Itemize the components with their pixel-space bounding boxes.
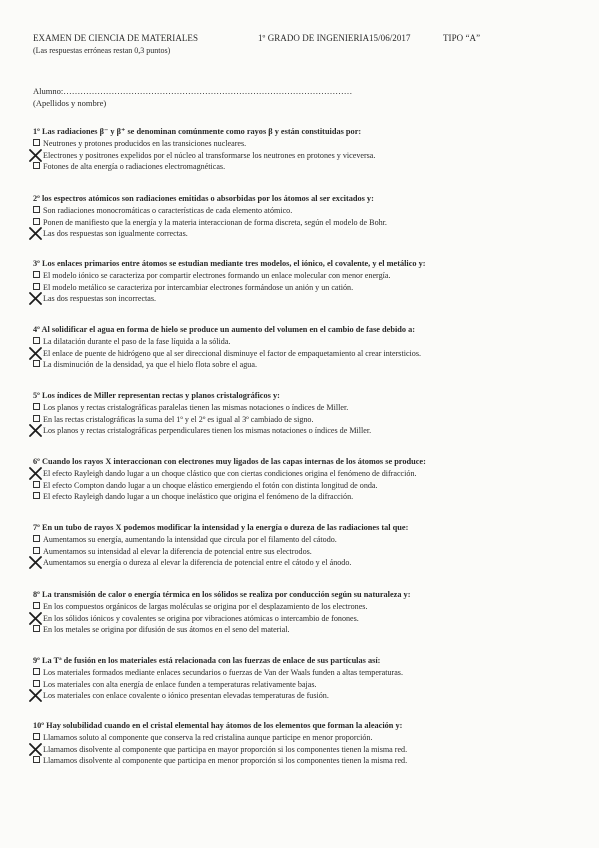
question-title: 9º La Tª de fusión en los materiales está relacionada con las fuerzas de enlace de sus partículas así: bbox=[33, 656, 381, 665]
answer-option[interactable] bbox=[33, 217, 573, 229]
checkbox[interactable] bbox=[33, 206, 40, 213]
checkbox[interactable] bbox=[33, 535, 40, 542]
answer-text: El modelo metálico se caracteriza por intercambiar electrones formándose un anión y un catión. bbox=[43, 282, 354, 292]
answer-option[interactable] bbox=[33, 624, 573, 636]
question-title: 7º En un tubo de rayos X podemos modificar la intensidad y la energía o dureza de las radiaciones tal que: bbox=[33, 523, 409, 532]
answer-text: Los planos y rectas cristalográficas paralelas tienen las mismas notaciones o índices de Miller. bbox=[43, 403, 349, 412]
question-title: 2º los espectros atómicos son radiaciones emitidas o absorbidas por los átomos al ser excitados y: bbox=[33, 194, 374, 203]
question-8 bbox=[33, 589, 573, 636]
exam-header bbox=[33, 33, 573, 55]
answer-text: Los materiales formados mediante enlaces secundarios o fuerzas de Van der Waals funden a altas temperaturas. bbox=[43, 668, 403, 677]
answer-option[interactable] bbox=[33, 270, 573, 282]
answer-text: La disminución de la densidad, ya que el hielo flota sobre el agua. bbox=[43, 360, 257, 369]
checkbox[interactable] bbox=[33, 756, 40, 763]
checkbox[interactable] bbox=[33, 283, 40, 290]
checkbox[interactable] bbox=[33, 415, 40, 422]
cross-mark-icon bbox=[29, 292, 42, 305]
answer-option[interactable] bbox=[33, 744, 573, 756]
question-title: 10º Hay solubilidad cuando en el cristal elemental hay átomos de los elementos que forman la aleación y: bbox=[33, 721, 403, 730]
answer-text: En los metales se origina por difusión de sus átomos en el seno del material. bbox=[43, 625, 290, 634]
checkbox[interactable] bbox=[33, 337, 40, 344]
checkbox[interactable] bbox=[33, 139, 40, 146]
answer-text: Electrones y positrones expelidos por el núcleo al transformarse los neutrones en protones y viceversa. bbox=[43, 150, 376, 160]
answer-option[interactable] bbox=[33, 755, 573, 767]
answer-text: El enlace de puente de hidrógeno que al ser direccional disminuye el factor de empaquetamiento al crear intersticios. bbox=[43, 348, 421, 358]
answer-option[interactable] bbox=[33, 150, 573, 162]
question-title: 8º La transmisión de calor o energía térmica en los sólidos se realiza por conducción según su naturaleza y: bbox=[33, 590, 411, 599]
question-title: 6º Cuando los rayos X interaccionan con electrones muy ligados de las capas internas de los átomos se produce: bbox=[33, 457, 426, 466]
answer-text: Llamamos disolvente al componente que participa en mayor proporción si los componentes tienen la misma red. bbox=[43, 744, 408, 754]
student-name-field[interactable]: Alumno:………………………………………………………………………………………… bbox=[33, 86, 353, 96]
answer-text: Neutrones y protones producidos en las transiciones nucleares. bbox=[43, 139, 247, 148]
answer-text: Ponen de manifiesto que la energía y la materia interaccionan de forma discreta, según el modelo de Bohr. bbox=[43, 217, 387, 227]
answer-option[interactable] bbox=[33, 138, 573, 150]
answer-text: El efecto Rayleigh dando lugar a un choque inelástico que origina el fenómeno de la difracción. bbox=[43, 492, 354, 501]
answer-text: Aumentamos su energía o dureza al elevar la diferencia de potencial entre el cátodo y el ánodo. bbox=[43, 558, 352, 567]
answer-text: Son radiaciones monocromáticas o características de cada elemento atómico. bbox=[43, 206, 293, 215]
answer-option[interactable] bbox=[33, 601, 573, 613]
answer-text: Los planos y rectas cristalográficas perpendiculares tienen los mismas notaciones o índices de Miller. bbox=[43, 426, 372, 435]
answer-option[interactable] bbox=[33, 359, 573, 371]
question-2 bbox=[33, 193, 573, 240]
answer-option[interactable] bbox=[33, 732, 573, 744]
answer-option[interactable] bbox=[33, 690, 573, 702]
answer-option[interactable] bbox=[33, 402, 573, 414]
answer-text: Los materiales con enlace covalente o iónico presentan elevadas temperaturas de fusión. bbox=[43, 691, 329, 700]
answer-option[interactable] bbox=[33, 336, 573, 348]
answer-text: Los materiales con alta energía de enlace funden a temperaturas relativamente bajas. bbox=[43, 679, 317, 689]
question-1 bbox=[33, 126, 573, 173]
checkbox[interactable] bbox=[33, 625, 40, 632]
course-label: 1º GRADO DE INGENIERIA bbox=[258, 33, 370, 43]
question-5 bbox=[33, 390, 573, 437]
answer-option[interactable] bbox=[33, 414, 573, 426]
answer-option[interactable] bbox=[33, 293, 573, 305]
answer-option[interactable] bbox=[33, 468, 573, 480]
answer-text: Las dos respuestas son igualmente correctas. bbox=[43, 229, 188, 238]
student-block bbox=[33, 86, 352, 110]
cross-mark-icon bbox=[29, 556, 42, 569]
answer-option[interactable] bbox=[33, 557, 573, 569]
question-3 bbox=[33, 258, 573, 305]
checkbox[interactable] bbox=[33, 492, 40, 499]
checkbox[interactable] bbox=[33, 162, 40, 169]
answer-option[interactable] bbox=[33, 667, 573, 679]
checkbox[interactable] bbox=[33, 271, 40, 278]
cross-mark-icon bbox=[29, 424, 42, 437]
answer-text: Aumentamos su energía, aumentando la intensidad que circula por el filamento del cátodo. bbox=[43, 535, 337, 544]
checkbox[interactable] bbox=[33, 602, 40, 609]
answer-text: Llamamos soluto al componente que conserva la red cristalina aunque participe en menor proporción. bbox=[43, 733, 373, 742]
answer-text: El modelo iónico se caracteriza por compartir electrones formando un enlace molecular con menor energía. bbox=[43, 271, 391, 280]
cross-mark-icon bbox=[29, 689, 42, 702]
checkbox[interactable] bbox=[33, 668, 40, 675]
question-7 bbox=[33, 522, 573, 569]
checkbox[interactable] bbox=[33, 360, 40, 367]
student-name-hint: (Apellidos y nombre) bbox=[33, 98, 107, 108]
question-9 bbox=[33, 655, 573, 702]
checkbox[interactable] bbox=[33, 547, 40, 554]
exam-type: TIPO “A” bbox=[443, 33, 481, 43]
answer-text: Aumentamos su intensidad al elevar la diferencia de potencial entre sus electrodos. bbox=[43, 546, 312, 556]
answer-option[interactable] bbox=[33, 534, 573, 546]
answer-text: Las dos respuestas son incorrectas. bbox=[43, 294, 157, 303]
answer-text: En las rectas cristalográficas la suma del 1º y el 2º es igual al 3º cambiado de signo. bbox=[43, 414, 314, 424]
answer-text: Fotones de alta energía o radiaciones electromagnéticas. bbox=[43, 162, 226, 171]
checkbox[interactable] bbox=[33, 481, 40, 488]
answer-option[interactable] bbox=[33, 205, 573, 217]
answer-option[interactable] bbox=[33, 228, 573, 240]
answer-option[interactable] bbox=[33, 546, 573, 558]
question-title: 4º Al solidificar el agua en forma de hielo se produce un aumento del volumen en el cambio de fase debido a: bbox=[33, 325, 416, 334]
answer-option[interactable] bbox=[33, 491, 573, 503]
question-title: 5º Los índices de Miller representan rectas y planos cristalográficos y: bbox=[33, 391, 280, 400]
answer-text: La dilatación durante el paso de la fase líquida a la sólida. bbox=[43, 337, 231, 346]
answer-option[interactable] bbox=[33, 425, 573, 437]
answer-text: Llamamos disolvente al componente que participa en menor proporción si los componentes tienen la misma red. bbox=[43, 756, 408, 765]
checkbox[interactable] bbox=[33, 218, 40, 225]
cross-mark-icon bbox=[29, 743, 42, 756]
cross-mark-icon bbox=[29, 612, 42, 625]
question-6 bbox=[33, 456, 573, 503]
answer-text: En los sólidos iónicos y covalentes se origina por vibraciones atómicas o intercambio de fonones. bbox=[43, 613, 359, 623]
answer-option[interactable] bbox=[33, 161, 573, 173]
checkbox[interactable] bbox=[33, 680, 40, 687]
answer-option[interactable] bbox=[33, 348, 573, 360]
question-4 bbox=[33, 324, 573, 371]
answer-text: En los compuestos orgánicos de largas moléculas se origina por el desplazamiento de los electrones. bbox=[43, 602, 368, 611]
answer-text: El efecto Rayleigh dando lugar a un choque clástico que con ciertas condiciones origina el fenómeno de difracción. bbox=[43, 469, 417, 478]
answer-option[interactable] bbox=[33, 282, 573, 294]
cross-mark-icon bbox=[29, 149, 42, 162]
answer-option[interactable] bbox=[33, 613, 573, 625]
cross-mark-icon bbox=[29, 347, 42, 360]
checkbox[interactable] bbox=[33, 733, 40, 740]
question-10 bbox=[33, 720, 573, 767]
scoring-note: (Las respuestas erróneas restan 0,3 puntos) bbox=[33, 46, 171, 55]
cross-mark-icon bbox=[29, 227, 42, 240]
cross-mark-icon bbox=[29, 467, 42, 480]
question-title: 3º Los enlaces primarios entre átomos se estudian mediante tres modelos, el iónico, el covalente, y el metálico y: bbox=[33, 259, 426, 268]
question-title: 1º Las radiaciones β⁻ y β⁺ se denominan comúnmente como rayos β y están constituidas por: bbox=[33, 127, 362, 136]
exam-title: EXAMEN DE CIENCIA DE MATERIALES bbox=[33, 33, 199, 43]
answer-option[interactable] bbox=[33, 679, 573, 691]
exam-date: 15/06/2017 bbox=[369, 33, 411, 43]
answer-text: El efecto Compton dando lugar a un choque elástico emergiendo el fotón con distinta longitud de onda. bbox=[43, 480, 378, 490]
answer-option[interactable] bbox=[33, 480, 573, 492]
checkbox[interactable] bbox=[33, 403, 40, 410]
